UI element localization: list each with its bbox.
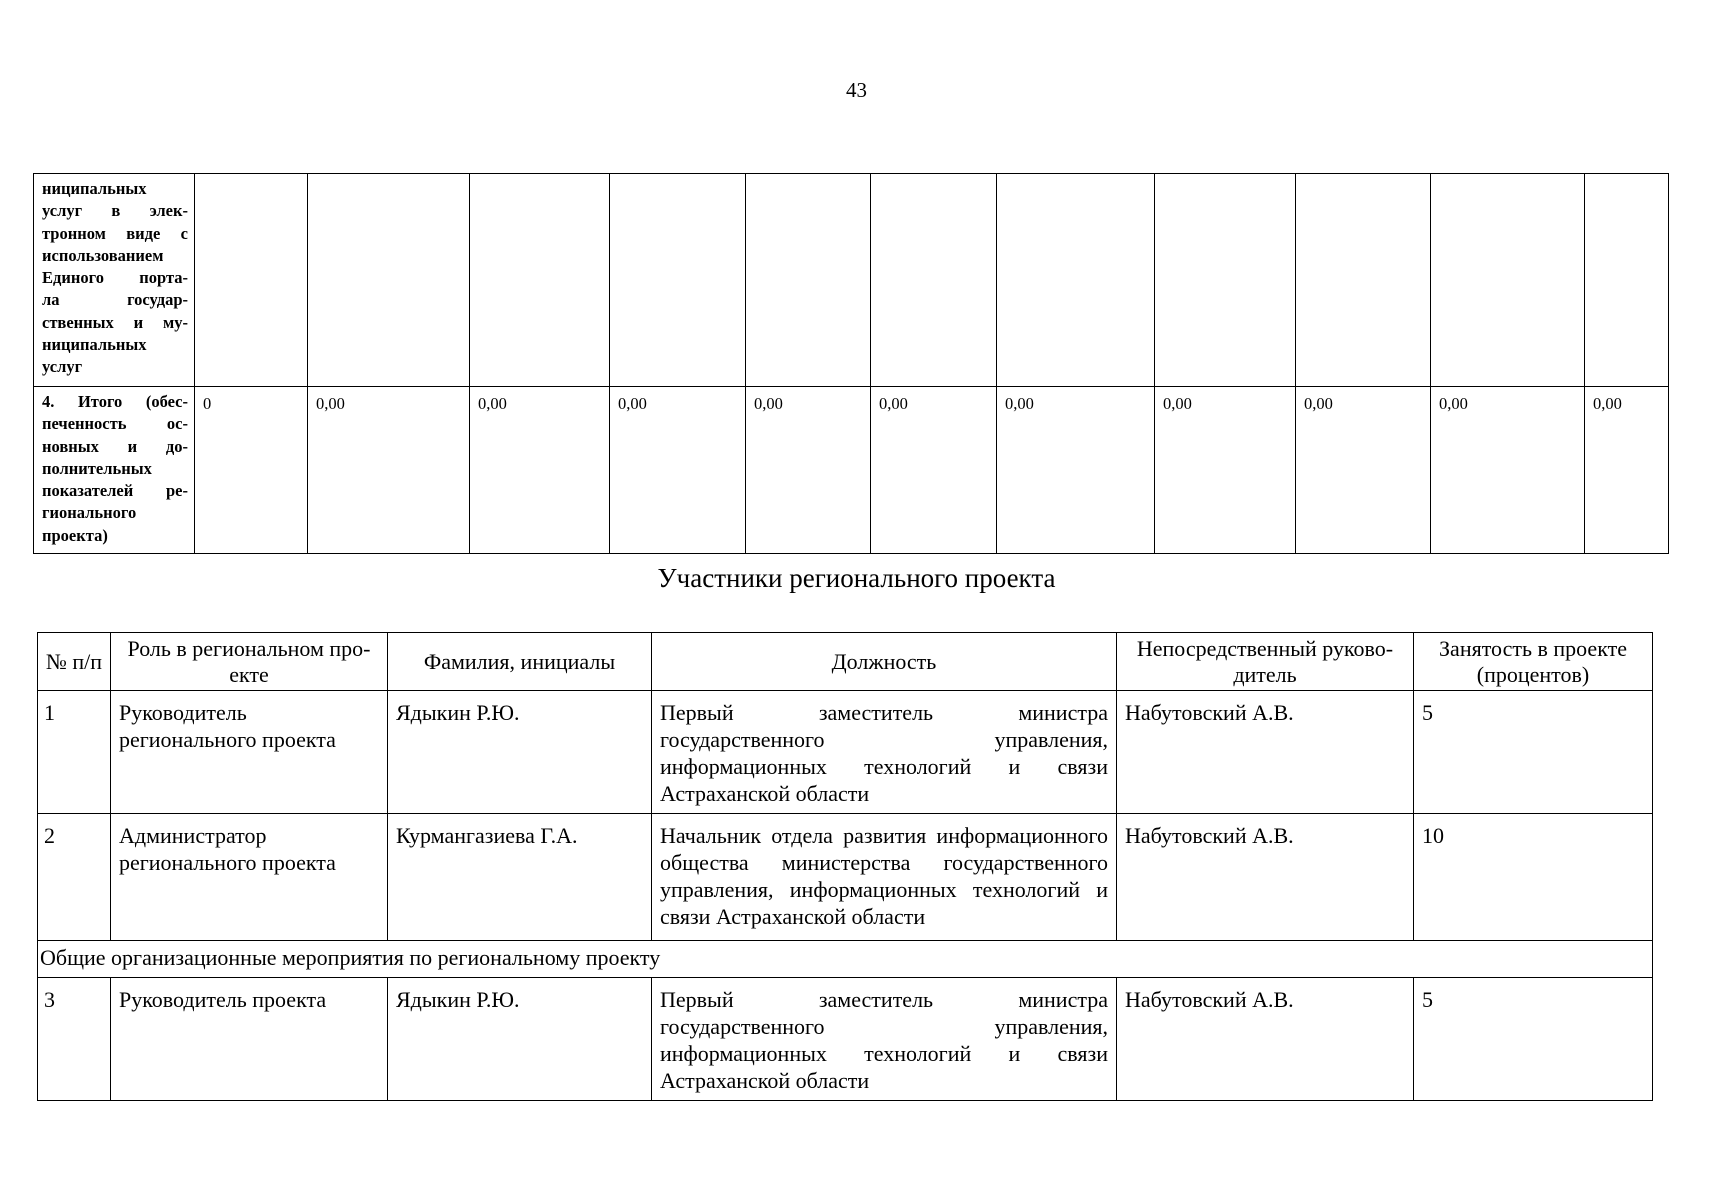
value-cell: 0,00 xyxy=(871,387,997,554)
header-role: Роль в региональном про-екте xyxy=(111,633,388,691)
value-cell: 0,00 xyxy=(1431,387,1585,554)
value-cell xyxy=(195,174,308,387)
table-row xyxy=(38,814,1653,941)
value-cell: 0,00 xyxy=(746,387,871,554)
participants-table xyxy=(37,632,1653,1101)
header-manager: Непосредственный руково-дитель xyxy=(1117,633,1414,691)
cell-position: Начальник отдела развития информационного общества министерства государственного управления, информационных технологий и связи Астраханской области xyxy=(652,814,1117,941)
value-cell xyxy=(1155,174,1296,387)
cell-manager: Набутовский А.В. xyxy=(1117,978,1414,1101)
value-cell xyxy=(997,174,1155,387)
cell-name: Ядыкин Р.Ю. xyxy=(388,978,652,1101)
header-position: Должность xyxy=(652,633,1117,691)
header-name: Фамилия, инициалы xyxy=(388,633,652,691)
page-number: 43 xyxy=(846,78,867,102)
value-cell xyxy=(610,174,746,387)
group-heading: Общие организационные мероприятия по региональному проекту xyxy=(38,941,1653,978)
value-cell: 0,00 xyxy=(308,387,470,554)
cell-employment: 10 xyxy=(1414,814,1653,941)
value-cell: 0,00 xyxy=(1155,387,1296,554)
indicator-label-total: 4. Итого (обес- печенность ос- новных и до- полнительных показателей ре- гионального проекта) xyxy=(34,387,195,554)
value-cell: 0,00 xyxy=(470,387,610,554)
value-cell xyxy=(871,174,997,387)
section-title: Участники регионального проекта xyxy=(657,563,1056,593)
indicators-table xyxy=(33,173,1669,554)
value-cell: 0,00 xyxy=(1585,387,1669,554)
value-cell xyxy=(746,174,871,387)
cell-number: 1 xyxy=(38,691,111,814)
value-cell xyxy=(1296,174,1431,387)
value-cell xyxy=(1585,174,1669,387)
value-cell: 0 xyxy=(195,387,308,554)
table-header-row xyxy=(38,633,1653,691)
cell-role: Руководитель регионального проекта xyxy=(111,691,388,814)
value-cell: 0,00 xyxy=(997,387,1155,554)
table-row xyxy=(38,978,1653,1101)
cell-name: Курмангазиева Г.А. xyxy=(388,814,652,941)
cell-manager: Набутовский А.В. xyxy=(1117,814,1414,941)
cell-manager: Набутовский А.В. xyxy=(1117,691,1414,814)
group-heading-row xyxy=(38,941,1653,978)
value-cell xyxy=(470,174,610,387)
header-number: № п/п xyxy=(38,633,111,691)
cell-position: Первый заместитель министра государственного управления, информационных технологий и связи Астраханской области xyxy=(652,691,1117,814)
cell-employment: 5 xyxy=(1414,978,1653,1101)
cell-number: 2 xyxy=(38,814,111,941)
cell-name: Ядыкин Р.Ю. xyxy=(388,691,652,814)
table-row xyxy=(38,691,1653,814)
cell-employment: 5 xyxy=(1414,691,1653,814)
value-cell: 0,00 xyxy=(1296,387,1431,554)
value-cell xyxy=(1431,174,1585,387)
header-employment: Занятость в проекте (процентов) xyxy=(1414,633,1653,691)
indicator-label: ниципальных услуг в элек- тронном виде с использованием Единого порта- ла государ- ственных и му- ниципальных услуг xyxy=(34,174,195,387)
table-row-total xyxy=(34,387,1669,554)
cell-role: Администратор регионального проекта xyxy=(111,814,388,941)
cell-role: Руководитель проекта xyxy=(111,978,388,1101)
cell-number: 3 xyxy=(38,978,111,1101)
value-cell xyxy=(308,174,470,387)
table-row xyxy=(34,174,1669,387)
cell-position: Первый заместитель министра государственного управления, информационных технологий и связи Астраханской области xyxy=(652,978,1117,1101)
value-cell: 0,00 xyxy=(610,387,746,554)
